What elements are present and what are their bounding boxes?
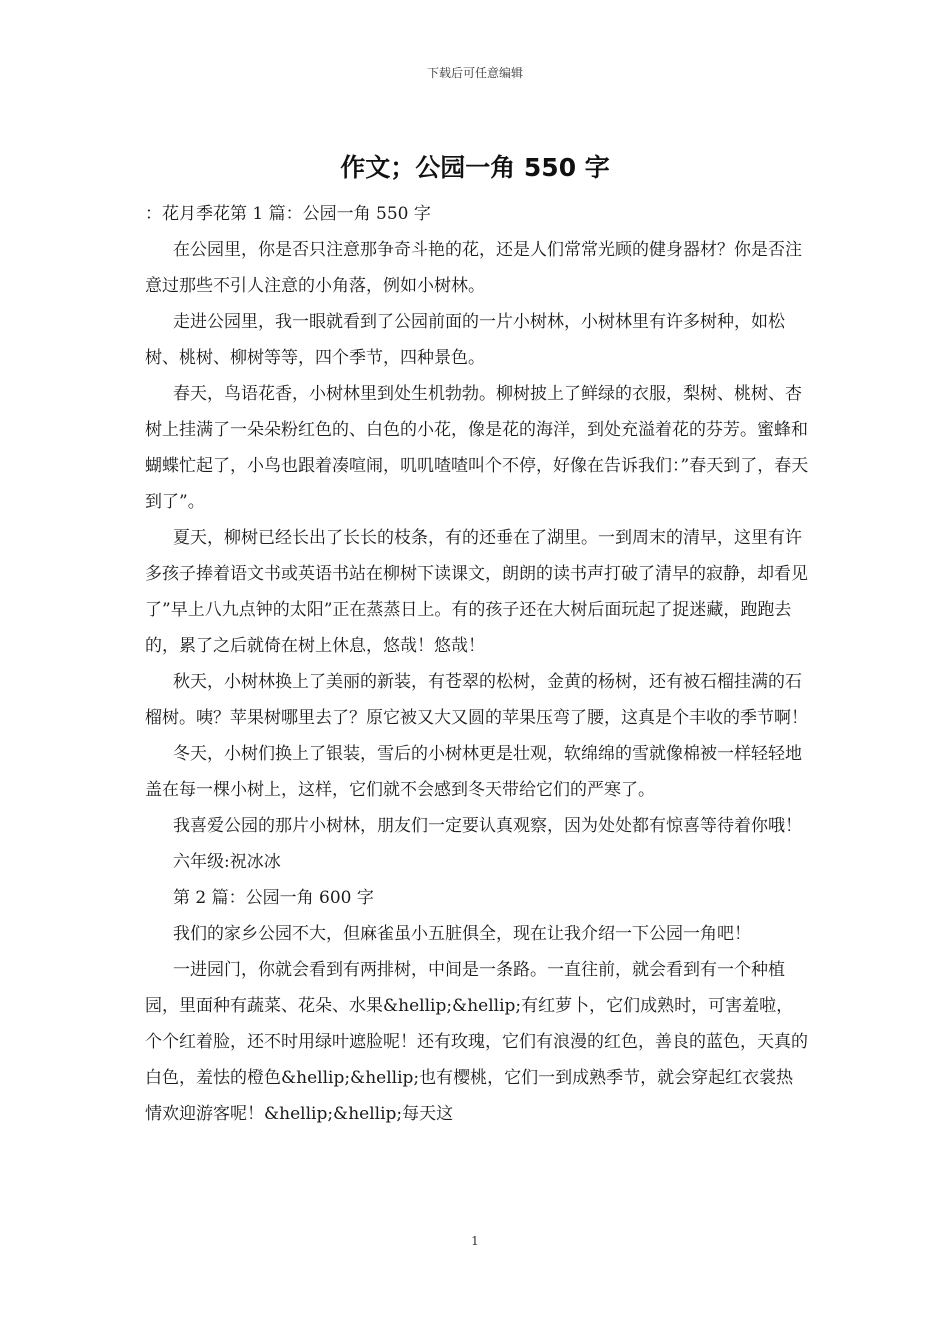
paragraph: 夏天，柳树已经长出了长长的枝条，有的还垂在了湖里。一到周末的清早，这里有许多孩子捧着语文书或英语书站在柳树下读课文，朗朗的读书声打破了清早的寂静，却看见了”早上八九点钟的太阳”正在蒸蒸日上。有的孩子还在大树后面玩起了捉迷藏，跑跑去的，累了之后就倚在树上休息，悠哉！悠哉！: [145, 528, 808, 656]
page-number: 1: [471, 1234, 479, 1248]
paragraph: 第 2 篇：公园一角 600 字: [173, 888, 374, 908]
page-header-note: 下载后可任意编辑: [426, 66, 523, 80]
paragraph: 我喜爱公园的那片小树林，朋友们一定要认真观察，因为处处都有惊喜等待着你哦！: [173, 816, 802, 836]
paragraph: 在公园里，你是否只注意那争奇斗艳的花，还是人们常常光顾的健身器材？你是否注意过那些不引人注意的小角落，例如小树林。: [145, 240, 802, 296]
paragraph: 冬天，小树们换上了银装，雪后的小树林更是壮观，软绵绵的雪就像棉被一样轻轻地盖在每一棵小树上，这样，它们就不会感到冬天带给它们的严寒了。: [145, 744, 802, 800]
paragraph: 六年级:祝冰冰: [173, 852, 281, 872]
paragraph: 一进园门，你就会看到有两排树，中间是一条路。一直往前，就会看到有一个种植园，里面种有蔬菜、花朵、水果&hellip;&hellip;有红萝卜，它们成熟时，可害羞啦，个个红着脸，还不时用绿叶遮脸呢！还有玫瑰，它们有浪漫的红色，善良的蓝色，天真的白色，羞怯的橙色&hellip;&hellip;也有樱桃，它们一到成熟季节，就会穿起红衣裳热情欢迎游客呢！&hellip;&hellip;每天这: [145, 960, 808, 1124]
paragraph: 走进公园里，我一眼就看到了公园前面的一片小树林，小树林里有许多树种，如松树、桃树、柳树等等，四个季节，四种景色。: [145, 312, 785, 368]
paragraph: ：花月季花第 1 篇：公园一角 550 字: [145, 204, 431, 224]
document-title: 作文；公园一角 550 字: [340, 153, 610, 182]
paragraph: 春天，鸟语花香，小树林里到处生机勃勃。柳树披上了鲜绿的衣服，梨树、桃树、杏树上挂满了一朵朵粉红色的、白色的小花，像是花的海洋，到处充溢着花的芬芳。蜜蜂和蝴蝶忙起了，小鸟也跟着凑喧闹，叽叽喳喳叫个不停，好像在告诉我们：”春天到了，春天到了”。: [145, 384, 809, 512]
document-body: [145, 196, 810, 1132]
paragraph: 我们的家乡公园不大，但麻雀虽小五脏俱全，现在让我介绍一下公园一角吧！: [173, 924, 751, 944]
paragraph: 秋天，小树林换上了美丽的新装，有苍翠的松树，金黄的杨树，还有被石榴挂满的石榴树。咦？苹果树哪里去了？原它被又大又圆的苹果压弯了腰，这真是个丰收的季节啊！: [145, 672, 808, 728]
